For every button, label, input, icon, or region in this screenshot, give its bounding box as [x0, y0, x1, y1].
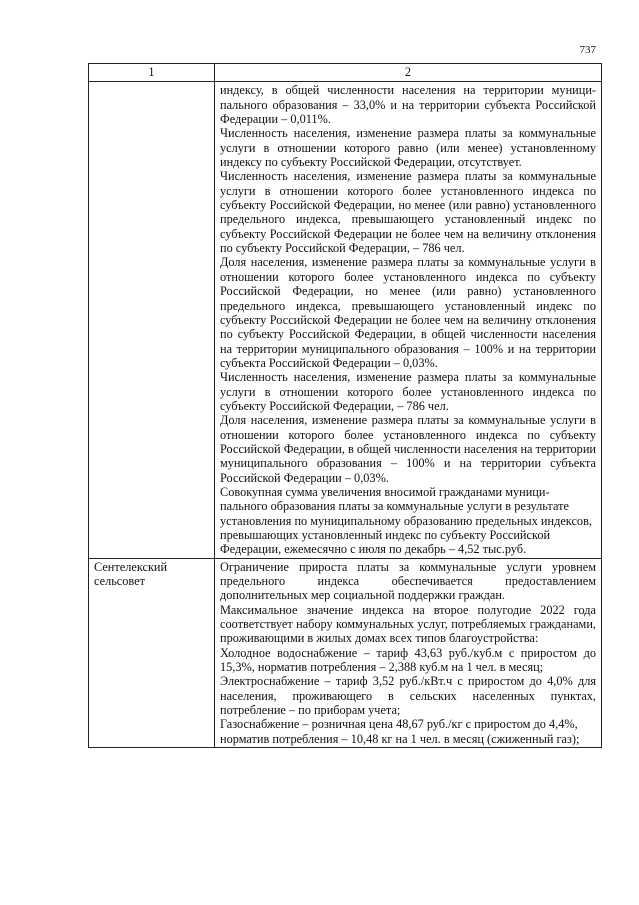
row-description: [215, 558, 602, 747]
page-number: 737: [579, 44, 596, 56]
paragraph: Газоснабжение – розничная цена 48,67 руб./кг с приростом до 4,4%, норматив потребления – 10,48 кг на 1 чел. в месяц (сжиженный газ);: [220, 717, 580, 746]
paragraph: Электроснабжение – тариф 3,52 руб./кВт.ч с приростом до 4,0% для населения, проживающего в сельских населенных пунктах, потребление – по приборам учета;: [220, 674, 596, 718]
paragraph: Численность населения, изменение размера платы за коммунальные услуги в отношении которого более установленного индекса по субъекту Российской Федерации, но менее (или равно) установленного предельного индекса, превышающего установленный индекс по субъекту Российской Федерации не более чем на величину отклонения по субъекту Российской Федерации, – 786 чел.: [220, 169, 596, 256]
paragraph: Холодное водоснабжение – тариф 43,63 руб./куб.м с приростом до 15,3%, норматив потребления – 2,388 куб.м на 1 чел. в месяц;: [220, 645, 596, 675]
paragraph: Численность населения, изменение размера платы за коммунальные услуги в отношении которого равно (или менее) установленному индексу по субъекту Российской Федерации, отсутствует.: [220, 126, 596, 170]
paragraph: индексу, в общей численности населения на территории муници-пального образования – 33,0% и на территории субъекта Российской Федерации – 0,011%.: [220, 83, 596, 127]
row-description: [215, 82, 602, 558]
table-row: [89, 558, 602, 747]
table-row: [89, 82, 602, 558]
table-header-row: [89, 64, 602, 82]
paragraph: Ограничение прироста платы за коммунальные услуги уровнем предельного индекса обеспечивается предоставлением дополнительных мер социальной поддержки граждан.: [220, 559, 596, 603]
paragraph: Совокупная сумма увеличения вносимой гражданами муници-пального образования платы за коммунальные услуги в результате установления по муниципальному образованию предельных индексов, превышающих установленный индекс по субъекту Российской Федерации, ежемесячно с июля по декабрь – 4,52 тыс.руб.: [220, 484, 592, 557]
row-label-municipality: Сентелекский сельсовет: [89, 558, 215, 747]
document-table: [88, 63, 602, 748]
row-label-continued: [89, 82, 215, 558]
paragraph: Максимальное значение индекса на второе полугодие 2022 года соответствует набору коммунальных услуг, потребляемых гражданами, проживающими в жилых домах всех типов благоустройства:: [220, 602, 596, 646]
paragraph: Численность населения, изменение размера платы за коммунальные услуги в отношении которого более установленного индекса по субъекту Российской Федерации, – 786 чел.: [220, 370, 596, 413]
paragraph: Доля населения, изменение размера платы за коммунальные услуги в отношении которого более установленного индекса по субъекту Российской Федерации, в общей численности населения на территории муниципального образования – 100% и на территории субъекта Российской Федерации – 0,03%.: [220, 413, 596, 485]
column-number-2: 2: [215, 64, 602, 82]
column-number-1: 1: [89, 64, 215, 82]
paragraph: Доля населения, изменение размера платы за коммунальные услуги в отношении которого более установленного индекса по субъекту Российской Федерации, но менее (или равно) установленного предельного индекса, превышающего установленный индекс по субъекту Российской Федерации не более чем на величину отклонения по субъекту Российской Федерации, в общей численности населения на территории муниципального образования – 100% и на территории субъекта Российской Федерации – 0,03%.: [220, 255, 596, 370]
